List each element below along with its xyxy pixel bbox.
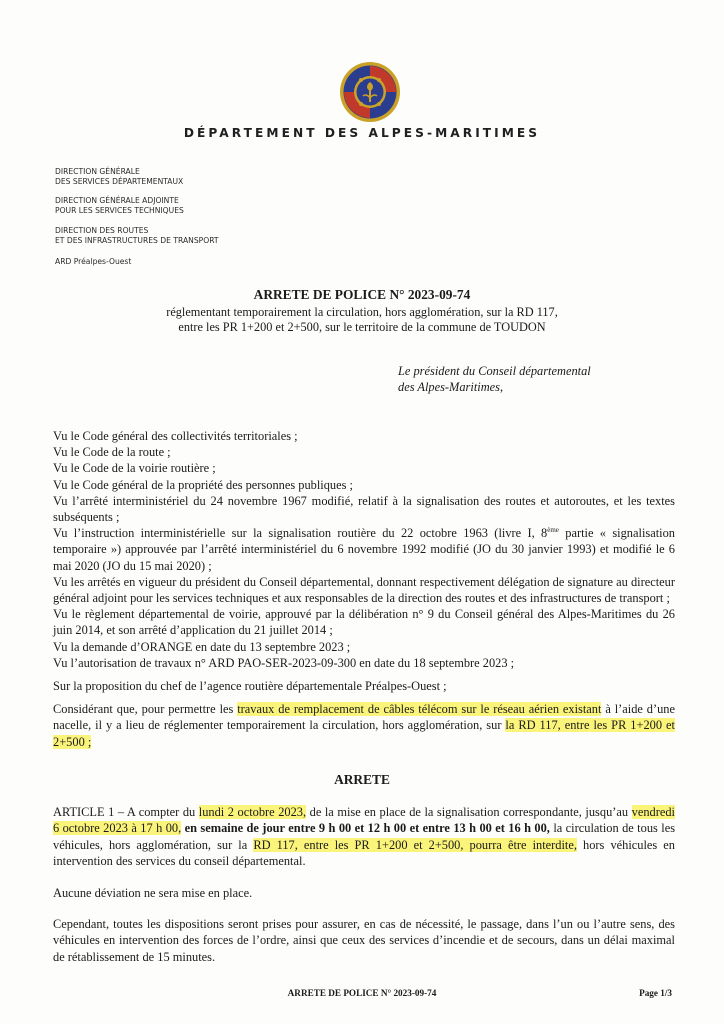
visas-section (53, 428, 675, 750)
vu-delegation: Vu les arrêtés en vigueur du président du Conseil départemental, donnant respectivement délégation de signature au directeur général adjoint pour les services techniques et aux responsables de la direction des routes et des infrastructures de transport ; (53, 574, 675, 606)
direction-des-routes: DIRECTION DES ROUTES ET DES INFRASTRUCTURES DE TRANSPORT (55, 226, 219, 245)
articles-section (53, 804, 675, 965)
vu-autorisation: Vu l’autorisation de travaux n° ARD PAO-SER-2023-09-300 en date du 18 septembre 2023 ; (53, 655, 515, 670)
president-line2: des Alpes-Maritimes, (398, 380, 504, 394)
vu-instruction: Vu l’instruction interministérielle sur la signalisation routière du 22 octobre 1963 (livre I, 8ème partie « signalisation temporaire ») approuvée par l’arrêté interministériel du 6 novembre 1992 modifié (JO du 30 janvier 1993) et modifié le 6 mai 2020 (JO du 15 mai 2020) ; (53, 526, 675, 573)
vu-arrete-1967: Vu l’arrêté interministériel du 24 novembre 1967 modifié, relatif à la signalisation des routes et autoroutes, et les textes subséquents ; (53, 493, 675, 525)
president-line1: Le président du Conseil départemental (398, 364, 591, 378)
agence-routiere: ARD Préalpes-Ouest (55, 257, 132, 266)
vu-reglement: Vu le règlement départemental de voirie, approuvé par la délibération n° 9 du Conseil général des Alpes-Maritimes du 26 juin 2014, et son arrêté d’application du 21 juillet 2014 ; (53, 607, 675, 638)
cependant-paragraph: Cependant, toutes les dispositions seront prises pour assurer, en cas de nécessité, le passage, dans l’un ou l’autre sens, des véhicules en intervention des forces de l’ordre, ainsi que ceux des services d’incendie et de secours, dans un délai maximal de rétablissement de 15 minutes. (53, 917, 675, 964)
footer-label: ARRETE DE POLICE N° 2023-09-74 (287, 988, 437, 998)
direction-generale: DIRECTION GÉNÉRALE DES SERVICES DÉPARTEMENTAUX (55, 167, 184, 186)
arrete-heading: ARRETE (334, 772, 390, 787)
proposition: Sur la proposition du chef de l’agence routière départementale Préalpes-Ouest ; (53, 679, 447, 694)
deviation-note: Aucune déviation ne sera mise en place. (53, 885, 253, 900)
article-1: ARTICLE 1 – A compter du lundi 2 octobre 2023, de la mise en place de la signalisation correspondante, jusqu’au vendredi 6 octobre 2023 à 17 h 00, en semaine de jour entre 9 h 00 et 12 h 00 et entre 13 h 00 et 16 h 00, la circulation de tous les véhicules, hors agglomération, sur la RD 117, entre les PR 1+200 et 2+500, pourra être interdite, hors véhicules en intervention des services du conseil départemental. (53, 805, 676, 869)
vu-code-propriete: Vu le Code général de la propriété des personnes publiques ; (53, 477, 353, 492)
direction-generale-adjointe: DIRECTION GÉNÉRALE ADJOINTE POUR LES SERVICES TECHNIQUES (55, 196, 184, 215)
document-title: ARRETE DE POLICE N° 2023-09-74 (253, 287, 471, 302)
department-name: DÉPARTEMENT DES ALPES-MARITIMES (183, 126, 541, 140)
vu-code-voirie: Vu le Code de la voirie routière ; (53, 461, 216, 476)
vu-code-collectivites: Vu le Code général des collectivités territoriales ; (53, 429, 298, 443)
vu-code-route: Vu le Code de la route ; (53, 445, 171, 460)
document-subtitle-line2: entre les PR 1+200 et 2+500, sur le territoire de la commune de TOUDON (178, 320, 546, 334)
vu-demande: Vu la demande d’ORANGE en date du 13 septembre 2023 ; (53, 639, 351, 654)
considerant: Considérant que, pour permettre les travaux de remplacement de câbles télécom sur le réseau aérien existant à l’aide d’une nacelle, il y a lieu de réglementer temporairement la circulation, hors agglomération, sur la RD 117, entre les PR 1+200 et 2+500 ; (53, 702, 675, 749)
department-crest-icon (335, 60, 405, 124)
document-subtitle-line1: réglementant temporairement la circulation, hors agglomération, sur la RD 117, (166, 305, 558, 319)
page-number: Page 1/3 (639, 988, 672, 998)
